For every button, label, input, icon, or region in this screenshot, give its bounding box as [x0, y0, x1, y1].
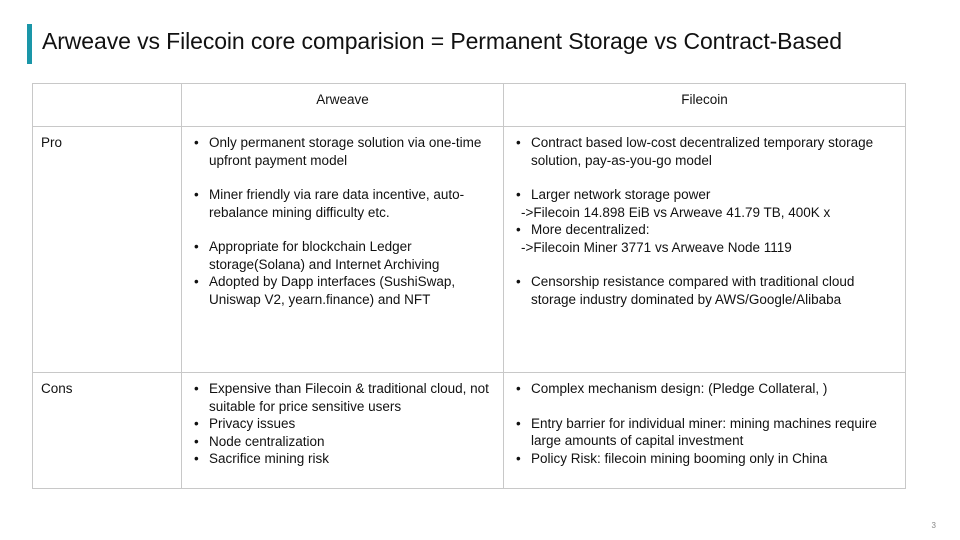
- header-cell-arweave: Arweave: [182, 84, 504, 127]
- bullet-item: • Expensive than Filecoin & traditional cloud, not suitable for price sensitive users: [190, 380, 495, 415]
- bullet-item: • Entry barrier for individual miner: mining machines require large amounts of capital investment: [512, 415, 897, 450]
- cons-filecoin-cell: [504, 373, 906, 489]
- bullet-item: • Complex mechanism design: (Pledge Collateral, ): [512, 380, 897, 398]
- bullet-item: • Miner friendly via rare data incentive, auto-rebalance mining difficulty etc.: [190, 186, 495, 221]
- cons-arweave-list: [190, 380, 495, 468]
- bullet-item: • Censorship resistance compared with traditional cloud storage industry dominated by AWS/Google/Alibaba: [512, 273, 897, 308]
- cons-filecoin-list: [512, 380, 897, 467]
- row-label-cons: Cons: [33, 373, 182, 489]
- bullet-item: • Only permanent storage solution via one-time upfront payment model: [190, 134, 495, 169]
- bullet-item: • Node centralization: [190, 433, 495, 451]
- bullet-item: • More decentralized:: [512, 221, 897, 239]
- sub-item: ->Filecoin Miner 3771 vs Arweave Node 1119: [521, 239, 792, 255]
- header-cell-empty: [33, 84, 182, 127]
- row-label-pro: Pro: [33, 127, 182, 373]
- pro-arweave-list: [190, 134, 495, 308]
- sub-item: ->Filecoin 14.898 EiB vs Arweave 41.79 TB, 400K x: [521, 204, 831, 220]
- pro-filecoin-cell: [504, 127, 906, 373]
- pro-filecoin-list: [512, 134, 897, 308]
- page-number: 3: [931, 521, 936, 530]
- bullet-item: • Contract based low-cost decentralized temporary storage solution, pay-as-you-go model: [512, 134, 897, 169]
- bullet-item: • Larger network storage power: [512, 186, 897, 204]
- table-row-cons: [33, 373, 906, 489]
- bullet-item: • Adopted by Dapp interfaces (SushiSwap, Uniswap V2, yearn.finance) and NFT: [190, 273, 495, 308]
- header-cell-filecoin: Filecoin: [504, 84, 906, 127]
- bullet-item: • Privacy issues: [190, 415, 495, 433]
- cons-arweave-cell: [182, 373, 504, 489]
- table-header-row: [33, 84, 906, 127]
- table-row-pro: [33, 127, 906, 373]
- comparison-table: [32, 83, 906, 489]
- bullet-item: • Sacrifice mining risk: [190, 450, 495, 468]
- title-accent-bar: [27, 24, 32, 64]
- bullet-item: • Policy Risk: filecoin mining booming only in China: [512, 450, 897, 468]
- slide-title: Arweave vs Filecoin core comparision = Permanent Storage vs Contract-Based: [42, 28, 842, 54]
- pro-arweave-cell: [182, 127, 504, 373]
- bullet-item: • Appropriate for blockchain Ledger storage(Solana) and Internet Archiving: [190, 238, 495, 273]
